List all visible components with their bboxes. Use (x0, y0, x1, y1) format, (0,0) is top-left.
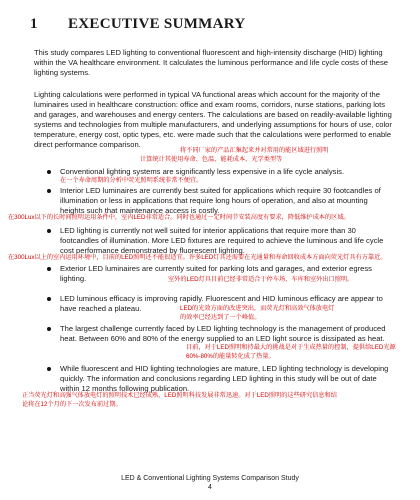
bullet-item (60, 186, 390, 216)
bullet-item (60, 226, 390, 256)
bullet-dot (47, 367, 51, 371)
bullet-text: Conventional lighting systems are significantly less expensive in a life cycle analysis. (60, 167, 345, 176)
bullet-text: Interior LED luminaires are currently best suited for applications which require 30 footcandles of illumination or less in applications that require long hours of operation, and also at mounting heights such that maintenance access is costly. (60, 186, 381, 215)
bullet-text: LED luminous efficacy is improving rapidly. Fluorescent and HID luminous efficacy are appear to have reached a plateau. (60, 294, 383, 313)
section-title: EXECUTIVE SUMMARY (68, 16, 246, 32)
annotation-note: 将不同厂家的产品汇集起来并对常用的能区域进行照明 (180, 147, 329, 154)
intro-paragraph: This study compares LED lighting to conventional fluorescent and high-intensity discharge (HID) lighting within the VA healthcare environment. It calculates the luminous performance and life cycle costs of these lighting systems. (34, 48, 388, 77)
annotation-note: 在300Lux以下的长时间照明运用条件中，室内LED非常适合。同时也通过一定时间节安装高度有要求，降低维护成本的区域。 (8, 214, 350, 221)
annotation-note: 的效率已经达到了一个峰值。 (180, 314, 261, 321)
bullet-text: The largest challenge currently faced by LED lighting technology is the management of produced heat. Between 60% and 80% of the energy supplied to an LED light source is dissipated as heat. (60, 324, 386, 343)
bullet-text: While fluorescent and HID lighting technologies are mature, LED lighting technology is developing quickly. The information and conclusions regarding LED lighting in this study will be out of date within 12 months following publication. (60, 364, 389, 393)
method-paragraph: Lighting calculations were performed in typical VA functional areas which account for the majority of the luminaires used in healthcare construction: office and exam rooms, corridors, nurse stations, parking lots and garages, and warehouses and energy centers. The calculations are based on readily-available lighting systems and technologies from multiple manufacturers, and underlying assumptions for hours of use, color temperature, energy cost, optic types, etc. were made such that the calculations were performed to enable direct performance comparison. (34, 90, 392, 149)
annotation-note: 目前，对于LED照明和持最大的挑战是对于生成热量的控制，提供给LED光源 (186, 344, 396, 351)
footer-title: LED & Conventional Lighting Systems Comparison Study (121, 475, 299, 482)
bullet-dot (47, 189, 51, 193)
bullet-item (60, 364, 390, 394)
annotation-note: 室外的LED灯具目前已经非常适合于停车场、车库和室外出口照明。 (168, 276, 354, 283)
bullet-text: Exterior LED luminaires are currently suited for parking lots and garages, and exterior egress lighting. (60, 264, 372, 283)
bullet-dot (47, 327, 51, 331)
annotation-note: 计算统计其使用寿命、色温、能耗成本、光学类型等 (140, 156, 283, 163)
annotation-note: 正当荧光灯和高强气体放电灯的照明技术已经成熟，LED照明科技发展非常迅速。对于LED照明的这些研究信息和结 (22, 392, 337, 399)
annotation-note: 论将在12个月的下一次发布前过期。 (22, 401, 122, 408)
section-heading (30, 16, 246, 33)
page-number: 4 (208, 484, 212, 491)
bullet-dot (47, 170, 51, 174)
section-number: 1 (30, 16, 38, 32)
bullet-item (60, 324, 390, 344)
bullet-dot (47, 267, 51, 271)
annotation-note: LED的光效方面的改进突出，而荧光灯和高效气体放电灯 (180, 305, 335, 312)
annotation-note: 60%-80%的能量转化成了热量。 (186, 353, 275, 360)
bullet-dot (47, 297, 51, 301)
bullet-dot (47, 229, 51, 233)
bullet-text: LED lighting is currently not well suited for interior applications that require more than 30 footcandles of illumination. More LED fixtures are required to achieve the luminous and life cycle cost performance demonstrated by fluorescent lighting. (60, 226, 384, 255)
bullet-item (60, 167, 390, 177)
annotation-note: 在300Lux以上的室内运用环境中，目前的LED照明还不能很适宜。许多LED灯具还需要在光通量和寿命回收成本方面向荧光灯具有方靠近。 (8, 254, 387, 261)
annotation-note: 在一个寿命周期的分析中荧光照明系统非常不便宜。 (60, 177, 203, 184)
